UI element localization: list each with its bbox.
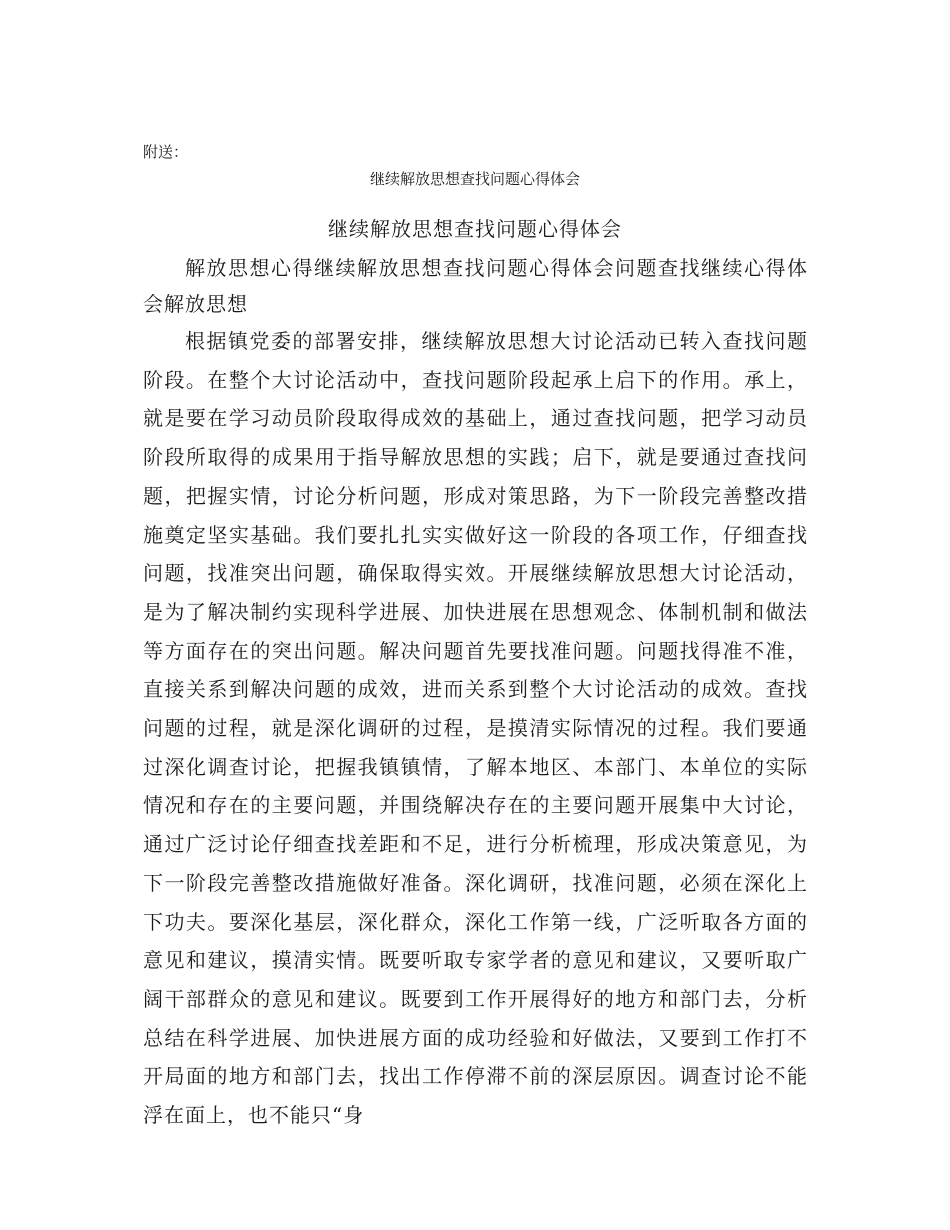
keywords-paragraph: 解放思想心得继续解放思想查找问题心得体会问题查找继续心得体会解放思想 bbox=[143, 256, 808, 316]
attachment-label: 附送： bbox=[143, 143, 189, 161]
document-title: 继续解放思想查找问题心得体会 bbox=[328, 217, 622, 241]
document-subtitle: 继续解放思想查找问题心得体会 bbox=[369, 170, 580, 188]
body-paragraph: 根据镇党委的部署安排，继续解放思想大讨论活动已转入查找问题阶段。在整个大讨论活动中，查找问题阶段起承上启下的作用。承上，就是要在学习动员阶段取得成效的基础上，通过查找问题，把学习动员阶段所取得的成果用于指导解放思想的实践；启下，就是要通过查找问题，把握实情，讨论分析问题，形成对策思路，为下一阶段完善整改措施奠定坚实基础。我们要扎扎实实做好这一阶段的各项工作，仔细查找问题，找准突出问题，确保取得实效。开展继续解放思想大讨论活动，是为了解决制约实现科学进展、加快进展在思想观念、体制机制和做法等方面存在的突出问题。解决问题首先要找准问题。问题找得准不准，直接关系到解决问题的成效，进而关系到整个大讨论活动的成效。查找问题的过程，就是深化调研的过程，是摸清实际情况的过程。我们要通过深化调查讨论，把握我镇镇情，了解本地区、本部门、本单位的实际情况和存在的主要问题，并围绕解决存在的主要问题开展集中大讨论，通过广泛讨论仔细查找差距和不足，进行分析梳理，形成决策意见，为下一阶段完善整改措施做好准备。深化调研，找准问题，必须在深化上下功夫。要深化基层，深化群众，深化工作第一线，广泛听取各方面的意见和建议，摸清实情。既要听取专家学者的意见和建议，又要听取广阔干部群众的意见和建议。既要到工作开展得好的地方和部门去，分析总结在科学进展、加快进展方面的成功经验和好做法，又要到工作打不开局面的地方和部门去，找出工作停滞不前的深层原因。调查讨论不能浮在面上，也不能只“身 bbox=[143, 329, 808, 1128]
